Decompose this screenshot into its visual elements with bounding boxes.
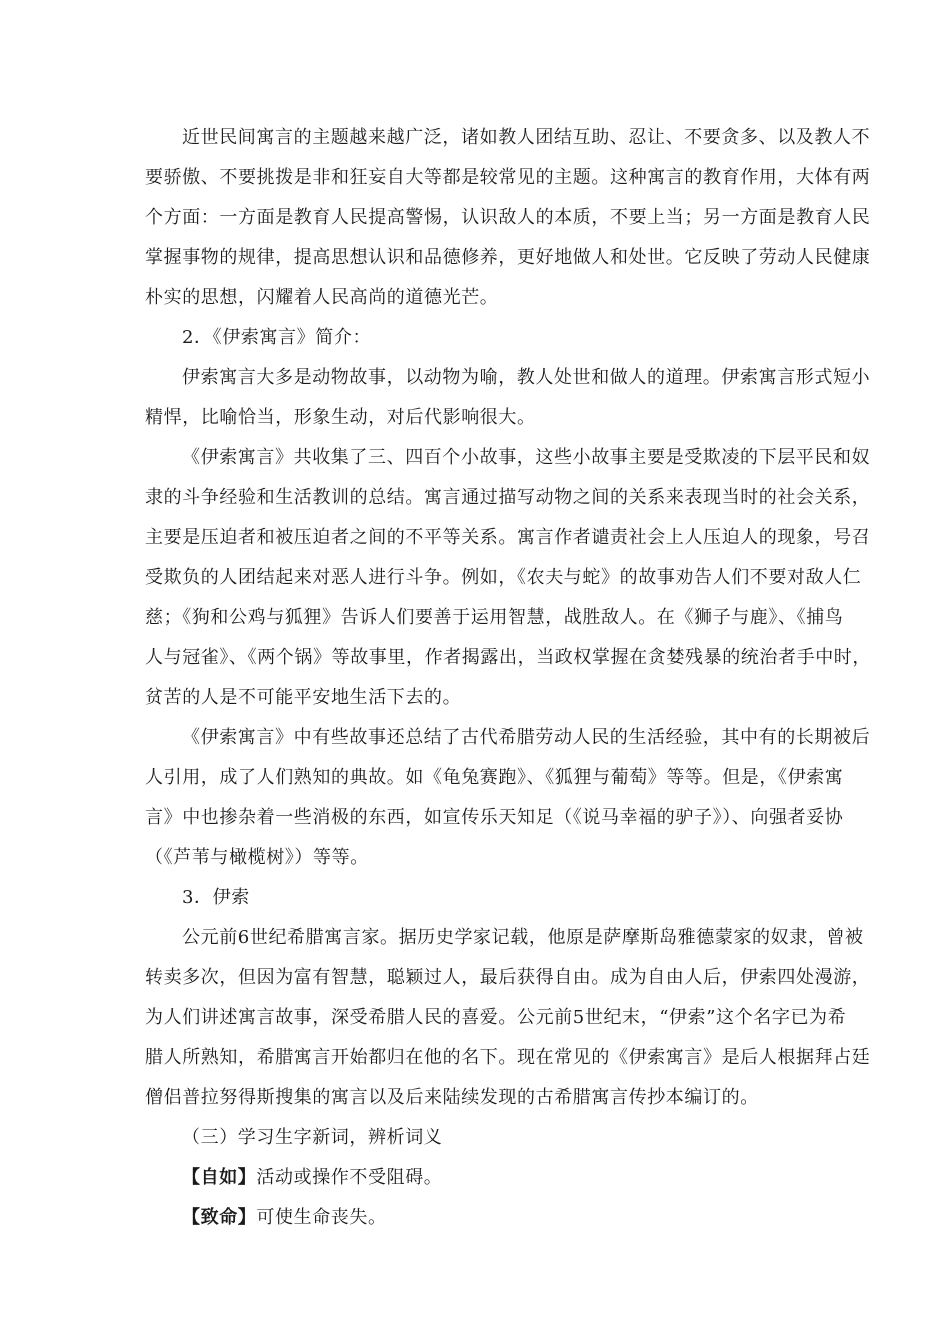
- section-heading: 2．《伊索寓言》简介：: [182, 327, 372, 348]
- text-line: 转卖多次，但因为富有智慧，聪颖过人，最后获得自由。成为自由人后，伊索四处漫游，: [145, 967, 871, 988]
- text-line: 《伊索寓言》中有些故事还总结了古代希腊劳动人民的生活经验，其中有的长期被后: [182, 727, 871, 748]
- text-line: 为人们讲述寓言故事，深受希腊人民的喜爱。公元前5世纪末，“伊索”这个名字已为希: [145, 1007, 847, 1028]
- text-line: 个方面：一方面是教育人民提高警惕，认识敌人的本质，不要上当；另一方面是教育人民: [145, 207, 871, 228]
- section-heading: （三）学习生字新词，辨析词义: [182, 1127, 443, 1148]
- text-line: 朴实的思想，闪耀着人民高尚的道德光芒。: [145, 287, 499, 308]
- text-line: 隶的斗争经验和生活教训的总结。寓言通过描写动物之间的关系来表现当时的社会关系，: [145, 487, 871, 508]
- text-line: 精悍，比喻恰当，形象生动，对后代影响很大。: [145, 407, 536, 428]
- text-line: 公元前6世纪希腊寓言家。据历史学家记载，他原是萨摩斯岛雅德蒙家的奴隶，曾被: [182, 927, 864, 948]
- text-line: 贫苦的人是不可能平安地生活下去的。: [145, 687, 462, 708]
- text-line: 人引用，成了人们熟知的典故。如《龟兔赛跑》、《狐狸与葡萄》等等。但是，《伊索寓: [145, 767, 844, 788]
- section-heading: 3．伊索: [182, 887, 250, 908]
- text-line: （《芦苇与橄榄树》）等等。: [145, 847, 369, 868]
- text-line: 腊人所熟知，希腊寓言开始都归在他的名下。现在常见的《伊索寓言》是后人根据拜占廷: [145, 1047, 871, 1068]
- text-line: 受欺负的人团结起来对恶人进行斗争。例如，《农夫与蛇》的故事劝告人们不要对敌人仁: [145, 567, 862, 588]
- text-line: 要骄傲、不要挑拨是非和狂妄自大等都是较常见的主题。这种寓言的教育作用，大体有两: [145, 167, 871, 188]
- text-line: 人与冠雀》、《两个锅》等故事里，作者揭露出，当政权掌握在贪婪残暴的统治者手中时，: [145, 647, 871, 668]
- text-line: 掌握事物的规律，提高思想认识和品德修养，更好地做人和处世。它反映了劳动人民健康: [145, 247, 871, 268]
- text-line: 言》中也掺杂着一些消极的东西，如宣传乐天知足（《说马幸福的驴子》）、向强者妥协: [145, 807, 844, 828]
- vocab-entry: [182, 1206, 387, 1230]
- vocab-definition: 活动或操作不受阻碍。: [256, 1167, 443, 1188]
- text-line: 主要是压迫者和被压迫者之间的不平等关系。寓言作者谴责社会上人压迫人的现象，号召: [145, 527, 871, 548]
- text-line: 慈；《狗和公鸡与狐狸》告诉人们要善于运用智慧，战胜敌人。在《狮子与鹿》、《捕鸟: [145, 607, 844, 628]
- vocab-entry: [182, 1166, 442, 1190]
- text-line: 近世民间寓言的主题越来越广泛，诸如教人团结互助、忍让、不要贪多、以及教人不: [182, 127, 871, 148]
- vocab-definition: 可使生命丧失。: [256, 1207, 387, 1228]
- text-line: 伊索寓言大多是动物故事，以动物为喻，教人处世和做人的道理。伊索寓言形式短小: [182, 367, 871, 388]
- vocab-term: 【致命】: [182, 1207, 257, 1228]
- text-line: 僧侣普拉努得斯搜集的寓言以及后来陆续发现的古希腊寓言传抄本编订的。: [145, 1087, 759, 1108]
- text-line: 《伊索寓言》共收集了三、四百个小故事，这些小故事主要是受欺凌的下层平民和奴: [182, 447, 871, 468]
- vocab-term: 【自如】: [182, 1167, 257, 1188]
